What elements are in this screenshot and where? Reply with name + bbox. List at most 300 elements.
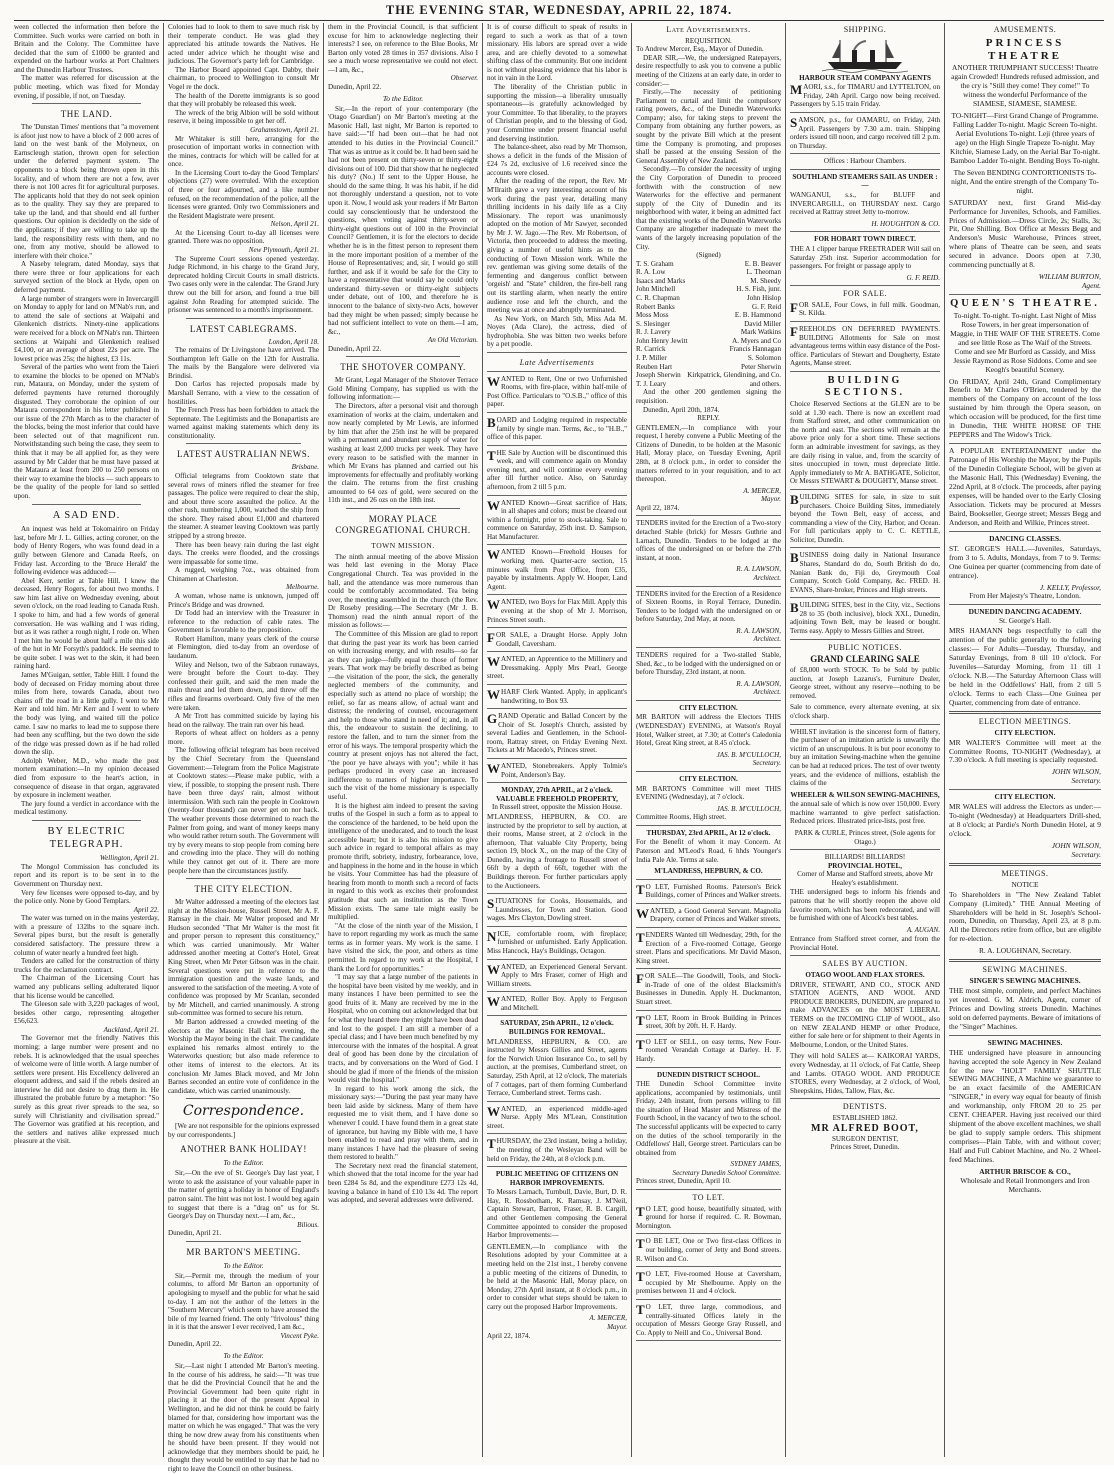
notice-text: MR WALES will address the Electors as under:— To-night (Wednesday) at Headquarters Drill-shed, at 8 o'clock; at Pardie's North Dunedin Hotel, at 9 o'clock. <box>949 802 1101 839</box>
classified-ad <box>790 301 940 318</box>
section-heading: DUNEDIN DANCING ACADEMY. <box>968 607 1082 617</box>
signed-label: (Signed) <box>696 251 721 260</box>
divider <box>186 318 301 319</box>
divider <box>636 647 781 648</box>
divider <box>487 1101 627 1102</box>
article-text: In the Licensing Court to-day the Good Templars' objections (27) were overruled. With the exception of three or four adjourned, and a like number refused, on the recommendation of the police, all the licenses were granted. Only two Commissioners and the Resident Magistrate were present. <box>168 168 319 220</box>
divider <box>636 515 781 516</box>
signatory-row <box>636 320 781 329</box>
divider <box>487 708 627 709</box>
divider <box>487 651 627 652</box>
signature: JAS. B. M'CULLOCH, <box>716 750 781 759</box>
article-text: A Naseby telegram, dated Monday, says that there were three or four applications for each surveyed section of the block at Hyde, open on deferred payment. <box>14 260 159 295</box>
tender-notice: TENDERS required for a Two-stalled Stable, Shed, &c., to be lodged with the undersigned on or before Thursday, 23rd instant, at noon. <box>636 650 781 677</box>
classified-ad <box>487 762 627 779</box>
signature: Agent. <box>1081 281 1101 291</box>
divider <box>346 508 460 509</box>
ad-body: O LET, Furnished Rooms. Paterson's Brick Buildings, corner of Princes and Walker streets. <box>645 882 781 900</box>
signature: JAS. B. M'CULLOCH, <box>716 804 781 813</box>
divider <box>346 356 460 357</box>
ad-body: ITUATIONS for Cooks, Housemaids, and Laundresses, for Town and Station. Good wages. Mrs Clayton, Dowling street. <box>487 897 627 923</box>
drop-cap: F <box>487 630 495 646</box>
signature: G. F. REID. <box>906 273 940 282</box>
section-heading: PUBLIC NOTICES. <box>828 642 902 652</box>
drop-cap: F <box>636 971 644 987</box>
signature: M'LANDRESS, HEPBURN, & CO. <box>654 867 763 876</box>
salutation: To the Editor. <box>223 1158 264 1168</box>
notice-text: DEAR SIR,—We, the undersigned Ratepayers, desire respectfully to ask you to convene a public meeting of the Citizens at an early date, in order to consider:— <box>636 53 781 88</box>
divider <box>949 959 1101 962</box>
signatory-name: M. Sheedy <box>750 276 781 285</box>
ad-body: ANTED, an Apprentice to the Millinery and Dressmaking. Apply Mrs Pearl, George street. <box>487 655 627 681</box>
signatory-name: R. Carrick <box>636 345 666 354</box>
classified-ads <box>487 375 627 784</box>
ad-body: HE Sale by Auction will be discontinued this week, and will commence again on Monday evening next, and will continue every evening after till further notice. Also, on Saturday afternoon, from 2 till 5 p.m. <box>487 448 627 491</box>
signature: R. A. LAWSON, <box>736 679 781 688</box>
notice-text: GENTLEMEN,—In compliance with the Resolutions adopted by your Committee at a meeting held on the 21st inst., I hereby convene a public meeting of the citizens of Dunedin, to be held at the Masonic Hall, Moray place, on Monday, 27th April instant, at 8 o'clock p.m., in order to consider what steps should be taken to carry out the proposed Harbor Improvements. <box>487 1242 627 1311</box>
notice-text: SURGEON DENTIST, <box>831 1134 899 1143</box>
signatory-name: H. S. Fish, junr. <box>736 285 781 294</box>
classified-ad <box>790 325 940 368</box>
column-rule <box>944 23 945 1457</box>
column-2 <box>168 23 319 1474</box>
auction-date: MONDAY, 27th APRIL, at 2 o'clock. <box>501 786 613 795</box>
signature: Mayor. <box>607 1322 627 1331</box>
section-heading: CITY ELECTION. <box>994 727 1056 737</box>
notice-text: Offices : Harbour Chambers. <box>823 157 907 166</box>
article-text: The Supreme Court sessions opened yesterday. Judge Richmond, in his charge to the Grand Jury, deprecated holding Circuit Courts in small districts. Two cases only were in the calendar. The Grand Jury threw out the bill for arson, and found a true bill against John Reading for attempted suicide. The prisoner was sentenced to a month's imprisonment. <box>168 254 319 315</box>
signature: H. HOUGHTON & CO. <box>871 219 940 228</box>
masthead-rule <box>14 20 1104 21</box>
signature: A. MERCER, <box>589 1314 627 1323</box>
notice-text: Entrance from Stafford street corner, and from the Provincial Hotel. <box>790 935 940 952</box>
notice-text: The Seven BENDING CONTORTIONISTS To-night, And the entire strength of the Company To-night. <box>951 167 1099 195</box>
notice-text: For the Benefit of whom it may Concern. At Paterson and M'Leod's Road, 6 hhds Younger's India Pale Ale. Terms at sale. <box>636 838 781 864</box>
signatory-name: Robert Banks <box>636 302 675 311</box>
heading-late-advertisements: Late Advertisements <box>519 357 595 367</box>
divider <box>487 412 627 413</box>
classified-ad <box>487 930 627 956</box>
notice-text: Sale to commence, every alternate evening, at six o'clock sharp. <box>790 703 940 721</box>
divider <box>790 1098 940 1099</box>
divider <box>186 443 301 444</box>
signatory-row <box>636 311 781 320</box>
ad-body: ANTED, an experienced middle-aged Nurse. Apply Mrs M'Lean, Constitution street. <box>487 1104 627 1130</box>
signatory-name: Reuben Hart <box>636 362 673 371</box>
classified-ad <box>487 897 627 923</box>
classified-ad <box>487 499 627 542</box>
ad-body: ENDERS Wanted till Wednesday, 29th, for the Erection of a Five-roomed Cottage, George street. Plans and specifications. Mr David Mason, King street. <box>636 931 781 965</box>
divider <box>487 684 627 685</box>
shipping-ad: WANGANUI, s.s., for BLUFF and INVERCARGILL, on THURSDAY next. Cargo received at Rattray street Jetty to-morrow. <box>790 191 940 217</box>
public-meeting-heading: PUBLIC MEETING OF CITIZENS ON HARBOR IMPROVEMENTS. <box>495 1170 619 1187</box>
divider <box>949 711 1101 714</box>
signatory-name: Peter Sherwin <box>741 362 781 371</box>
article-text: The 'Dunstan Times' mentions that "a movement is afoot just now to have a block of 2 000 acres of land on the west bank of the Molyneux, on Earnscleugh station, thrown open for selection under the deferred payment system. The opponents to a block being thrown open in this locality, and of whom there are not a few, aver there is not 100 acres fit for agricultural purposes. The applicants hold that they do not seek opinion as to the quality. They say they are prepared to take up the land, and that should end all further questions. Our opinion is decidedly on the side of the applicants; if they are willing to take up the land, the responsibility rests with them, and no one, from any motive, should be allowed to interfere with their choice." <box>14 123 159 260</box>
signature: Architect. <box>753 573 781 582</box>
signatory-name: L. Theoman <box>746 268 781 277</box>
ad-body: O LET, Five-roomed House at Caversham, occupied by Mr Shelbourne. Apply on the premises between 11 and 4 o'clock. <box>636 1270 781 1296</box>
signatory-name: T. J. Leary <box>636 379 667 388</box>
divider <box>487 1166 627 1167</box>
article-text: The Directors, after a personal visit and thorough examination of works at the claim, undertaken and now nearly completed by Mr Lewis, are informed by him that after the 25th inst he will be prepared with a permanent and abundant supply of water for washing at least 2,000 trucks per week. They have every reason to be satisfied with the manner in which Mr Evans has planned and carried out his improvements for effectually and profitably working the claim. The returns from the first crushing amounted to 64 ozs of gold, were secured on the 11th inst., and 26 ozs on the 18th inst. <box>328 402 478 505</box>
notice-text: Wholesale and Retail Ironmongers and Iron Merchants. <box>960 1175 1090 1194</box>
signatory-row <box>636 380 781 389</box>
article-text: Several of the parties who went from the Taieri to examine the blocks to be opened on M'Nab's run, Mataura, on Monday, under the system of deferred payments have returned thoroughly disgusted. They corroborate the opinion of our Mataura correspondent in his letter published in our issue of the 27th March as to the character of the blocks, being the most inferior that could have been selected out of that magnificent run. Notwithstanding such being the case, they seem to think that it may be all applied for, as they were assured by Mr Calder that he must have passed at the Mataura at least from 200 to 250 persons on their way to examine the blocks — such appears to be the quality of the people for land so settled upon. <box>14 363 159 500</box>
divider <box>487 594 627 595</box>
classified-ad <box>487 963 627 989</box>
signature: Secretary Dunedin School Committee. <box>672 1168 781 1177</box>
article-text: In regard to his work among the sick, the missionary says:—"During the past year many have been laid aside by sickness. Many of them have requested me to visit them, and I have done so whenever I could. I have found them in a great state of ignorance, but having my Bible with me, I have been enabled to read and pray with them, and in many instances I have had the pleasure of seeing them restored to health." <box>328 1084 478 1162</box>
classified-ad <box>487 688 627 705</box>
heading-the-land: THE LAND. <box>60 109 113 120</box>
notice-text: And the other 200 gentlemen signing the requisition. <box>636 388 781 405</box>
divider <box>636 1034 781 1035</box>
divider <box>636 1340 781 1341</box>
signature: A. MERCER, <box>743 486 781 495</box>
heading-electric-telegraph: BY ELECTRIC TELEGRAPH. <box>47 825 126 850</box>
divider <box>790 547 940 548</box>
divider <box>636 700 781 701</box>
shipping-ads <box>790 83 940 154</box>
notice-text: MRS HAMANN begs respectfully to call the attention of the public generally to the following classes:— For Adults—Tuesday, Thursday, and Saturday Evenings, from 8 till 10 o'clock. For Juveniles—Saturday Morning, from 11 till 1 o'clock. N.B.—The Saturday Afternoon Class will be held in the Oddfellows' Hall, from 2 till 5 o'clock. Terms to each Class—One Guinea per Quarter, commencing from date of entrance. <box>949 626 1101 707</box>
section-heading: CITY ELECTION. <box>994 792 1056 802</box>
article-text: James M'Guigan, settler, Table Hill. I found the body of deceased on Friday morning about three miles from here, towards Canada, about two chains off the road in a little gully. I went to Mr Kerr and told him. Mr Kerr and I went to where the body was lying, and waited till the police came. I saw no marks to lead me to suppose there had been any scuffling, but the two down the side of the ridge was pressed down as if he had rolled down the slip. <box>14 671 159 757</box>
heading-shotover-company: THE SHOTOVER COMPANY. <box>340 362 466 373</box>
divider <box>32 820 141 821</box>
auction-date: SATURDAY, 25th APRIL, 12 o'clock. <box>500 1019 614 1028</box>
article-text: The wreck of the brig Albion will be sold without reserve, it being impossible to get her off. <box>168 108 319 126</box>
ad-body: ICE, comfortable room, with fireplace; furnished or unfurnished. Early Application. Miss Hancock, Hay's Buildings, Octagon. <box>487 929 627 956</box>
signatory-row <box>636 285 781 294</box>
ad-body: ANTED, an Experienced General Servant. Apply to Mrs Fraser, corner of High and William streets. <box>487 962 627 988</box>
drop-cap: B <box>790 600 799 616</box>
ad-body: AMSON, p.s., for OAMARU, on Friday, 24th April. Passengers by 7.30 a.m. train. Shipping orders issued till noon, and cargo received till 2 p.m. on Thursday. <box>790 115 940 150</box>
signatory-row <box>636 268 781 277</box>
ad-body: OR SALE—The Goodwill, Tools, and Stock-in-Trade of one of the oldest Blacksmith's Businesses in Dunedin. Apply H. Duckmanton, Stuart street. <box>636 972 781 1007</box>
classified-ad <box>487 655 627 681</box>
ad-body: AORI, s.s., for TIMARU and LYTTELTON, on Friday, 24th April. Cargo now being received. Passengers by 5.15 train Friday. <box>790 83 940 109</box>
drop-cap: S <box>790 114 798 130</box>
section-heading: SOUTHLAND STEAMERS SAIL AS UNDER :— <box>792 172 938 190</box>
dateline: Wellington, April 21. <box>99 854 159 863</box>
heading-shipping: SHIPPING. <box>843 25 887 34</box>
notice-text: MR WALTER'S Committee will meet at the Committee Rooms, TO-NIGHT (Wednesday), at 7.30 o'clock. A full meeting is specially requested. <box>949 737 1101 765</box>
article-text: Robert Hamilton, many years clerk of the course at Flemington, died to-day from an overdose of laudanum. <box>168 634 319 661</box>
signature: JOHN WILSON, <box>1051 767 1101 777</box>
classified-ad <box>487 1105 627 1131</box>
divider <box>487 959 627 960</box>
article-text: The health of the Dorette immigrants is so good that they will probably be released this week. <box>168 91 319 109</box>
divider <box>487 1133 627 1134</box>
heading-a-sad-end: A SAD END. <box>52 509 121 521</box>
section-heading: DUNEDIN DISTRICT SCHOOL. <box>657 1070 760 1079</box>
salutation: To the Editor. <box>223 1351 264 1361</box>
drop-cap: B <box>790 550 799 566</box>
drop-cap: T <box>636 1203 645 1219</box>
divider <box>636 968 781 969</box>
classified-ad <box>790 601 940 635</box>
notice-text: MR BARTON'S Committee will meet THIS EVENING (Wednesday), at 7 o'clock. <box>636 784 781 802</box>
signature: SYDNEY JAMES, <box>730 1160 781 1169</box>
section-heading: PRINCESS THEATRE <box>985 36 1065 62</box>
signatory-name: David Miller <box>744 319 781 328</box>
divider <box>949 531 1101 532</box>
section-heading: BILLIARDS! BILLIARDS! <box>824 853 906 862</box>
article-text: Reports of wheat affect on holders as a penny more. <box>168 729 319 746</box>
heading-city-election: THE CITY ELECTION. <box>194 884 293 895</box>
auction-text: M'LANDRESS, HEPBURN, & CO. are instructed by Messrs Gillies and Street, agents for the Norwich Union Insurance Co., to sell by auction, at the premises, Cumberland street, on Saturday, 25th April, at 12 o'clock, The materials of 7 cottages, part of them forming Cumberland Terrace, Cumberland street. Terms cash. <box>487 1037 627 1098</box>
divider <box>487 782 627 783</box>
ad-body: ANTED, Roller Boy. Apply to Ferguson and Mitchell. <box>501 995 627 1012</box>
ad-body: UILDING SITES, best in the City, viz., Sections 28 to 35 (both inclusive), block XXI., Dunedin, adjoining Town Belt, may be leased or bought. Terms easy. Apply to Messrs Gillies and Street. <box>790 601 940 636</box>
section-heading: CITY ELECTION. <box>679 703 738 712</box>
ad-body: O LET, Room in Brook Building in Princes street, 30ft by 20ft. H. F. Hardy. <box>645 1013 781 1031</box>
ad-body: ANTED, a Good General Servant. Magnolia Drapery, corner of Princes and Walker streets. <box>650 906 781 924</box>
divider <box>487 991 627 992</box>
signatory-name: E. B. Hammond <box>734 311 781 320</box>
notice-text: Committee Rooms, High street. <box>636 813 727 822</box>
signatory-name: Kirkpatrick, Glendining, and Co. <box>687 371 781 380</box>
article-text: Colonies had to look to them to save much risk by their temperate conduct. He was glad they appreciated his attitude towards the Natives. He acted under advice which he thought wise and judicious. The Governor's party left for Cambridge. <box>168 23 319 66</box>
notice-text: the annual sale of which is now over 150,000. Every machine warranted to give perfect satisfaction. Reduced prices. Illustrated price-lists, post free. <box>790 800 940 826</box>
notice-text: THE undersigned have pleasure in announcing having accepted the sole Agency in New Zealand for the new "HOLT" FAMILY SHUTTLE SEWING MACHINE, A Machine we guarantee to be an exact facsimile of the AMERICAN "SINGER," in every way equal for beauty of finish and workmanship, only FROM 20 to 25 per CENT. CHEAPER. Having just received our third shipment of the above excellent machines, we shall be glad to supply sample orders. This shipment comprises—Plain Table, with and without cover; Half and Full Cabinet Machine, and No. 2 Wheel-feed Machines. <box>949 1047 1101 1165</box>
tender-notice: TENDERS invited for the Erection of a Residence of Sixteen Rooms, in Royal Terrace, Dunedin. Tenders to be lodged with the undersigned on or before Saturday, 2nd May, at noon. <box>636 589 781 624</box>
article-text: The Committee of this Mission are glad to report that during the past year its work has been carried on with increasing energy, and with results—so far as they can judge—fully equal to those of former years. That work may be briefly described as being—the visitation of the poor, the sick, the generally neglected members of the community, and especially such as attend no place of worship; the relief, so far as means allow, of actual want and distress; the rendering of counsel, encouragement and help to those who stand in need of it; and, in all this, the endeavour to sustain the declining, to restore the fallen, and to turn the sinner from the error of his ways. The temporal prosperity which the country at present enjoys has not altered the fact, "the poor ye have always with you"; while it has perhaps produced in every case an increased indifference to matters of higher importance. To such the visit of the home missionary is especially useful. <box>328 630 478 801</box>
classified-ads <box>636 1205 781 1342</box>
ad-body: OR SALE, Four Cows, in full milk. Goodman, St. Kilda. <box>798 300 940 318</box>
divider <box>186 1098 301 1099</box>
signatory-name: Joseph Sherwin <box>636 371 681 380</box>
signature: An Old Victorian. <box>427 336 478 345</box>
notice-text: To-night. To-night. To-night. Last Night of Miss Rose Towers, in her great impersonation of Maggie, in THE WAIF OF THE STREETS. Come and see little Rose as The Waif of the Streets. Come and see Mr Burford as Cassidy, and Miss Jessie Raymond as Rose Siddons. Come and see Keogh's beautiful Scenery. <box>950 310 1100 374</box>
article-text: The matter was referred for discussion at the public meeting, which was fixed for Monday evening, if possible, if not, on Tuesday. <box>14 74 159 100</box>
signatory-row <box>636 328 781 337</box>
divider <box>636 879 781 880</box>
column-rule <box>323 23 324 1457</box>
drop-cap: S <box>487 896 495 912</box>
ad-body: O LET, good house, beautifully situated, with ground for horse if required. C. R. Bowman, Mornington. <box>636 1204 781 1230</box>
section-heading: DENTISTS. <box>842 1102 888 1112</box>
dateline: Dunedin, April 22. <box>168 1340 222 1349</box>
divider <box>949 789 1101 790</box>
letter-text: Sir,—Last night I attended Mr Barton's meeting. In the course of his address, he said:—"It was true that he did the Provincial Council that he and the Provincial Government had been quite right in placing it at the door of the present Appeal in Wellington, and he did not think he could be fairly blamed for that, considering how important was the matter on which he was engaged." That was the very thing he now drew away from his constituents when he should have been present. If they would not acknowledge that they members should be paid, he thought they would be entitled to say that he had no right to leave the Council on other business. <box>168 1362 319 1474</box>
signature: Architect. <box>753 688 781 697</box>
drop-cap: M <box>790 82 803 98</box>
article-text: Don Carlos has rejected proposals made by Marshall Serrano, with a view to the cessation of hostilities. <box>168 380 319 406</box>
ad-body: RAND Operatic and Ballad Concert by the Choir of St. Joseph's Church, assisted by several Ladies and Gentlemen, in the School-room, Rattray street, on Friday Evening Next. Tickets at Mr Macedo's, Princes street. <box>487 712 627 755</box>
notice-text: WHILST invitation is the sincerest form of flattery, the purchaser of an imitation article is unwarily the victim of an unscrupulous. It is but poor economy to buy an imitation Sewing-machine when the genuine can be had at reduced prices. The test of over twenty years, and the evidence of millions, establish the claims of the <box>790 727 940 788</box>
dateline: Brisbane. <box>291 463 319 472</box>
classified-ad <box>487 449 627 492</box>
divider <box>790 849 940 850</box>
divider <box>487 926 627 927</box>
divider <box>636 586 781 587</box>
divider <box>186 1241 301 1242</box>
classified-ad <box>636 931 781 965</box>
notice-text: St. George's Hall. <box>998 616 1052 626</box>
signatory-row <box>636 354 781 363</box>
signatory-row <box>636 303 781 312</box>
heading-moray-place: MORAY PLACE CONGREGATIONAL CHURCH. <box>335 514 471 535</box>
signatory-name: Mark Watkins <box>740 328 781 337</box>
column-rule <box>631 23 632 1457</box>
dateline: Princes street, Dunedin, April 10. <box>636 1177 731 1186</box>
drop-cap: B <box>487 414 496 430</box>
drop-cap: W <box>487 654 500 670</box>
drop-cap: W <box>487 373 500 389</box>
article-text: The liberality of the Christian public in supporting the mission—a liberality unusually spontaneous—is gratefully acknowledged by your Committee. To that liberality, to the prayers of Christian people, and to the blessing of God, your Committee under present financial useful and deserving institution. <box>487 83 627 143</box>
divider <box>487 371 627 372</box>
article-text: The remains of Dr Livingstone have arrived. The Southampton left Galle on the 12th for Australia. The mails by the Bangalore were delivered via Brindisi. <box>168 346 319 380</box>
letter-text: them in the Provincial Council, is that sufficient excuse for him to acknowledge neglecting their interests? I see, on reference to the Blue Books, Mr Barton only voted 28 times in 357 divisions. Also I see a much worse representative we could not elect.—I am, &c., <box>328 23 478 74</box>
divider <box>790 955 940 956</box>
notice-text: To Andrew Mercer, Esq., Mayor of Dunedin. <box>636 45 764 54</box>
article-text: A large number of strangers were in Invercargill on Monday to apply for land on M'Nab's run, and to attend the sale of sections at Waipahi and Glenkenich districts. Ninety-nine applications were received for a block on M'Nab's run. Thirteen sections at Waipahi and Glenkenich realised £4,100, or an average of about 22s per acre. The lowest price was 25s; the highest, £3 11s. <box>14 294 159 363</box>
divider <box>790 597 940 598</box>
section-heading: ELECTION MEETINGS. <box>978 716 1072 726</box>
heading-town-mission: TOWN MISSION. <box>371 540 435 550</box>
dateline: Auckland, April 21. <box>103 1025 159 1034</box>
divider <box>487 495 627 496</box>
column-4 <box>487 23 627 1457</box>
classified-ad <box>487 631 627 648</box>
divider <box>32 504 141 505</box>
signatory-row <box>636 371 781 380</box>
article-text: The balance-sheet, also read by Mr Thomson, shows a deficit in the funds of the Mission of £24 7s 2d, exclusive of 1.6 received since the accounts were closed. <box>487 143 627 177</box>
divider <box>636 903 781 904</box>
notice-text: From Her Majesty's Theatre, London. <box>969 591 1081 601</box>
classified-ads <box>790 301 940 372</box>
section-heading: BUILDING SECTIONS. <box>824 374 906 399</box>
notice-text: THE Dunedin School Committee invite applications, accompanied by testimonials, until Friday, 24th instant, from persons willing to fill the situation of Head Master and Mistress of the Fourth School, in the vacancy of two to the school. The successful applicants will be expected to carry on the duties of the school temporarily in the Oddfellows' Hall, George street. Particulars can be obtained from <box>636 1080 781 1157</box>
classified-ad <box>487 598 627 624</box>
section-heading: GRAND CLEARING SALE <box>810 654 920 665</box>
signatory-name: and others. <box>749 379 781 388</box>
signature: A. AUGAN. <box>906 925 940 934</box>
divider <box>949 1035 1101 1036</box>
article-text: As New York, on March 5th, Miss Ada M. Noyes (Ada Clare), the actress, died of hydrophobia. She was bitten two weeks before by a pet poodle. <box>487 314 627 349</box>
classified-ad <box>636 1038 781 1064</box>
article-text: The Governor met the friendly Natives this morning; a large number were present and no rebels. It is acknowledged that the usual speeches of welcome were of little worth. A large number of settlers were present. His Excellency delivered an eloquent address, and said if the rebels desired an interview he did not desire to drag them in. He illustrated the probable future by a metaphor: "So surely as this great river spreads to the sea, so surely will Christianity and civilisation spread." The Governor was gratified at his reception, and the settlers and natives alike expressed much pleasure at the visit. <box>14 1034 159 1146</box>
notice-text: To Messrs Larnach, Turnbull, Davie, Burt, D. R. Hay, R. Rossbotham, K. Ramsay, J. M'Neil, Captain Stewart, Barron, Fraser, R. B. Cargill, and other Gentlemen composing the General Committee appointed to consider the proposed Harbor Improvements:— <box>487 1188 627 1240</box>
article-text: At the Licensing Court to-day all licenses were granted. There was no opposition. <box>168 228 319 246</box>
column-rule <box>482 23 483 1457</box>
notice-text: Secondly.—To consider the necessity of urging the City Corporation of Dunedin to proceed forthwith with the construction of new Waterworks for the effective and permanent supply of the City of Dunedin and its neighborhood with water, it being an admitted fact that the existing works of the Dunedin Waterworks Company are altogether inadequate to meet the wants of the largely increasing population of the City. <box>636 165 781 251</box>
article-text: A woman, whose name is unknown, jumped off Prince's Bridge and was drowned. <box>168 592 319 609</box>
ad-body: O LET, three large, commodious, and centrally-situated Offices lately in the occupation of Messrs George Gray Russell, and Co. Apply to Neill and Co., Universal Bond. <box>636 1302 781 1337</box>
divider <box>636 1266 781 1267</box>
ad-body: REEHOLDS ON DEFERRED PAYMENTS. BUILDING Allotments for Sale on most advantageous terms within easy distance of the Post-office. Particulars of Stewart and Dougherty, Estate Agents, Manse street. <box>790 325 940 368</box>
drop-cap: W <box>487 597 500 613</box>
signature: R. A. LOUGHNAN, Secretary. <box>978 946 1072 956</box>
notice-text: ST. GEORGE'S HALL.—Juveniles, Saturdays, from 3 to 5. Adults, Mondays, from 7 to 9. Terms: One Guinea per quarter (commencing from date of entrance). <box>949 543 1101 580</box>
classified-ad <box>487 548 627 591</box>
drop-cap: G <box>487 711 498 727</box>
article-text: An inquest was held at Tokomairiro on Friday last, before Mr J. L. Gillies, acting coroner, on the body of Henry Rogers, who was found dead in a gully between Glenore and Canada Reefs, on Friday last. According to the 'Bruce Herald' the following evidence was adduced:— <box>14 525 159 577</box>
heading-latest-cablegrams: LATEST CABLEGRAMS. <box>189 323 298 334</box>
article-text: Wiley and Nelson, two of the Sabraon runaways, were brought before the Court to-day. They confessed their guilt, and said the men made the main threat and led them down, and threw off the rifles and firearms overboard. Only five of the men were taken. <box>168 660 319 712</box>
dateline: Dunedin, April 22. <box>328 344 382 353</box>
divider <box>636 1299 781 1300</box>
classified-ads <box>487 897 627 1016</box>
column-rule <box>785 23 786 1457</box>
drop-cap: W <box>487 994 500 1010</box>
ad-body: OR SALE, a Draught Horse. Apply John Goodall, Caversham. <box>495 631 627 648</box>
shipping-ad <box>790 116 940 150</box>
ad-body: HARF Clerk Wanted. Apply, in applicant's handwriting, to Box 93. <box>501 687 627 705</box>
signature: JOHN WILSON, <box>1051 841 1101 851</box>
removal-heading: BUILDINGS FOR REMOVAL. <box>508 1028 606 1037</box>
section-heading: CITY ELECTION. <box>679 774 738 783</box>
classified-ad <box>487 995 627 1012</box>
column-6 <box>790 23 940 1457</box>
advertiser-name: ARTHUR BRISCOE & CO., <box>979 1167 1071 1177</box>
section-heading: HARBOUR STEAM COMPANY AGENTS <box>799 73 931 82</box>
classified-ad <box>636 1237 781 1263</box>
auction-heading: VALUABLE FREEHOLD PROPERTY, <box>496 794 618 803</box>
notice-text: On FRIDAY, April 24th, Grand Complimentary Benefit to Mr Charles O'Brien, tendered by the members of the Company on account of the loss sustained by him through the Opera season, on which occasion will be produced, for the first time in Dunedin, THE WHITE HORSE OF THE PEPPERS and The Widow's Trick. <box>949 376 1101 440</box>
notice-text: THE most simple, complete, and perfect Machines yet invented. G. M. Aldrich, Agent, corner of Princes and Dowling streets Dunedin. Machines sold on deferred payments. Beware of imitations of the "Singer" Machines. <box>949 985 1101 1031</box>
signatory-name: R. J. Lavery <box>636 328 671 337</box>
divider <box>636 1233 781 1234</box>
article-text: ween collected the information then before the Committee. Such works were carried on both in Britain and the Colony. The Committee have decided that the sum of £1000 be granted and expended on the harbour works at Port Chalmers and the Dunedin Harbour Trustees. <box>14 23 159 74</box>
section-heading: OTAGO WOOL AND FLAX STORES. <box>805 971 925 980</box>
column-1 <box>14 23 159 1457</box>
auction-date: THURSDAY, 23rd APRIL, At 12 o'clock. <box>646 828 771 837</box>
article-text: The Secretary next read the financial statement, which showed that the total income for the year had been £284 5s 8d, and the expenditure £273 12s 4d, leaving a balance in hand of £10 13s 4d. The report was adopted, and several addresses were delivered. <box>328 1161 478 1205</box>
article-text: Mr Grant, Legal Manager of the Shotover Terrace Gold Mining Company, has supplied us with the following information:— <box>328 376 478 402</box>
article-text: Mr Barton addressed a crowded meeting of the electors at the Masonic Hall last evening, the Worship the Mayor being in the chair. The candidate explained his remarks almost entirely to the Waterworks question; but also made reference to other items of interest to the electors. At its conclusion Mr James Black moved, and Mr John Barnes seconded an entire vote of confidence in the candidate, which was carried unanimously. <box>168 1018 319 1095</box>
notice-text: GENTLEMEN,—In compliance with your request, I hereby convene a Public Meeting of the Citizens of Dunedin, to be holden at the Masonic Hall, Moray place, on Tuesday Evening, April 28th, at 8 o'clock p.m., in order to consider the matters referred to in your requisition, and to act thereupon. <box>636 423 781 484</box>
signature: J. KELLY, Professor, <box>1039 582 1101 592</box>
article-text: The Mongol Commission has concluded its report and its report is to be sent in to the Government on Thursday next. <box>14 862 159 889</box>
signatory-row <box>636 294 781 303</box>
classified-ad <box>636 1205 781 1231</box>
article-text: Tenders are called for the construction of thirty trucks for the reclamation contract. <box>14 957 159 974</box>
article-text: Abel Kerr, settler at Table Hill. I knew the deceased, Henry Rogers, for about two months. I saw him last alive on Wednesday evening, about seven o'clock, on the road leading to Canada Rush. I spoke to him, and had a few words of general conversation. He was walking and I was riding, but as it was rather a rough night, I rode on. When I met him he would be about half a mile this side of the hut in Mr Forsyth's paddock. He seemed to be quite sober. I was wet to the skin, it had been raining hard. <box>14 576 159 671</box>
ad-body: ANTED Known—Freehold Houses for working men. Quarter-acre section, 15 minutes walk from Post Office, from £35, payable by instalments. Apply W. Hooper, Land Agent. <box>487 548 627 591</box>
classified-ad <box>487 712 627 755</box>
article-text: Mr Whitaker is still here, arranging for the prosecution of important works in connection with the mines, contracts for which will be called for at once. <box>168 134 319 169</box>
ad-body: ANTED to Rent, One or two Unfurnished Rooms, with fire-place, within half-mile of Post Office. Particulars to "O.S.B.," office of this paper. <box>487 374 627 409</box>
section-heading: SEWING MACHINES. <box>982 965 1068 975</box>
notice-text: Princes Street, Dunedin. <box>830 1143 900 1152</box>
article-text: It is the highest aim indeed to present the saving truths of the Gospel in such a form as to appeal to the conscience of the hardened, to be held upon the intelligence of the uneducated, and to touch the least accessible heart; but it is also his mission to give such advice in regard to temporal affairs as may promote thrift, sobriety, industry, forbearance, love, and happiness in the home and in the house in which he visits. Your Committee has had the pleasure of hearing from month to month such a record of facts in regard to this work as excites their profoundest gratitude that such an institution as the Town Mission exists. The same tale might easily be multiplied. <box>328 801 478 922</box>
article-text: The water was turned on in the mains yesterday, with a pressure of 132lbs to the square inch. Several pipes burst, but the result is generally considered satisfactory. The pressure threw a column of water nearly a hundred feet high. <box>14 914 159 957</box>
drop-cap: T <box>636 1301 645 1317</box>
signature: R. A. LAWSON, <box>736 626 781 635</box>
masthead: THE EVENING STAR, WEDNESDAY, APRIL 22, 1874. <box>385 3 733 17</box>
steamship-icon <box>822 38 908 72</box>
drop-cap: W <box>487 547 500 563</box>
signatory-name: John Mitchell <box>636 285 676 294</box>
section-heading: SEWING MACHINES. <box>987 1037 1063 1047</box>
article-text: A Mr Trott has committed suicide by laying his head on the railway. The train ran over his head. <box>168 712 319 729</box>
signatory-name: C. R. Chapman <box>636 294 680 303</box>
notice-text: They will hold SALES at— KAIKORAI YARDS, every Wednesday, at 11 o'clock, of Fat Cattle, Sheep and Lambs. OTAGO WOOL AND PRODUCE STORES, every Wednesday, at 2 o'clock, of Wool, Sheepskins, Hides, Tallow, Flax, &c. <box>790 1052 940 1095</box>
section-heading: TO LET. <box>692 1193 725 1203</box>
advertiser-name: MR ALFRED BOOT, <box>811 1122 919 1134</box>
section-heading: NOTICE <box>1011 879 1039 889</box>
divider <box>636 927 781 928</box>
signatory-name: John Henry Jewitt <box>636 336 688 345</box>
article-text: Very few licenses were opposed to-day, and by the police only. None by Good Templars. <box>14 888 159 906</box>
article-text: Dr Todd had an interview with the Treasurer in reference to the reduction of cable rates. The Government is favorable to the proposition. <box>168 609 319 635</box>
drop-cap: F <box>790 324 798 340</box>
signatory-row <box>636 363 781 372</box>
signature: Observer. <box>450 74 478 83</box>
